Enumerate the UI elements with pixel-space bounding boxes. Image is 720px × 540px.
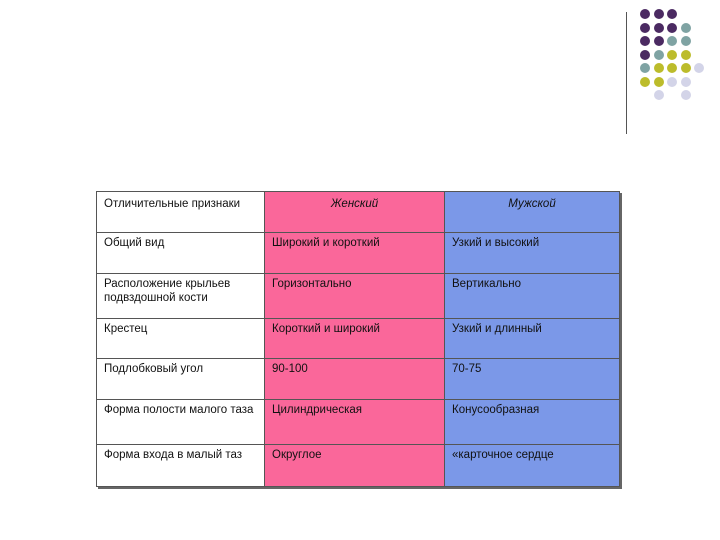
male-cell: Вертикально — [445, 274, 620, 319]
male-cell: Узкий и высокий — [445, 233, 620, 274]
decorative-dot — [681, 90, 691, 100]
feature-cell: Общий вид — [97, 233, 265, 274]
decorative-dot — [640, 9, 650, 19]
decorative-dot — [640, 36, 650, 46]
male-cell: «карточное сердце — [445, 445, 620, 487]
decorative-dot — [640, 90, 650, 100]
female-cell: Короткий и широкий — [265, 319, 445, 359]
decorative-dot — [640, 63, 650, 73]
table-row — [97, 359, 620, 400]
feature-cell: Крестец — [97, 319, 265, 359]
decorative-dot — [654, 36, 664, 46]
decorative-dot — [667, 77, 677, 87]
decorative-dot — [654, 63, 664, 73]
decorative-dot — [667, 9, 677, 19]
decorative-dot — [640, 50, 650, 60]
decorative-dot — [654, 77, 664, 87]
header-female: Женский — [265, 192, 445, 233]
decorative-dot — [694, 36, 704, 46]
feature-cell: Подлобковый угол — [97, 359, 265, 400]
pelvis-comparison-table — [96, 191, 620, 487]
decorative-dot — [681, 36, 691, 46]
feature-cell: Расположение крыльев подвздошной кости — [97, 274, 265, 319]
table-row — [97, 319, 620, 359]
table-header-row — [97, 192, 620, 233]
feature-cell: Форма полости малого таза — [97, 400, 265, 445]
female-cell: Округлое — [265, 445, 445, 487]
decorative-dot — [654, 9, 664, 19]
female-cell: Широкий и короткий — [265, 233, 445, 274]
decorative-dot-grid — [640, 9, 704, 100]
decorative-dot — [694, 23, 704, 33]
female-cell: Горизонтально — [265, 274, 445, 319]
decorative-dot — [667, 63, 677, 73]
female-cell: 90-100 — [265, 359, 445, 400]
decorative-dot — [694, 50, 704, 60]
decorative-dot — [667, 50, 677, 60]
decorative-dot — [667, 90, 677, 100]
decorative-dot — [654, 23, 664, 33]
male-cell: Узкий и длинный — [445, 319, 620, 359]
table-row — [97, 400, 620, 445]
decorative-dot — [640, 77, 650, 87]
decorative-dot — [654, 90, 664, 100]
female-cell: Цилиндрическая — [265, 400, 445, 445]
male-cell: Конусообразная — [445, 400, 620, 445]
decorative-dot — [681, 50, 691, 60]
table-row — [97, 274, 620, 319]
decorative-dot — [667, 36, 677, 46]
header-features: Отличительные признаки — [97, 192, 265, 233]
decorative-dot — [681, 23, 691, 33]
decorative-dot — [667, 23, 677, 33]
header-male: Мужской — [445, 192, 620, 233]
decorative-dot — [694, 90, 704, 100]
male-cell: 70-75 — [445, 359, 620, 400]
decorative-dot — [694, 77, 704, 87]
decorative-dot — [681, 77, 691, 87]
decorative-vertical-line — [626, 12, 627, 134]
decorative-dot — [694, 9, 704, 19]
decorative-dot — [640, 23, 650, 33]
table-row — [97, 233, 620, 274]
decorative-dot — [681, 9, 691, 19]
feature-cell: Форма входа в малый таз — [97, 445, 265, 487]
decorative-dot — [681, 63, 691, 73]
decorative-dot — [694, 63, 704, 73]
decorative-dot — [654, 50, 664, 60]
table-row — [97, 445, 620, 487]
